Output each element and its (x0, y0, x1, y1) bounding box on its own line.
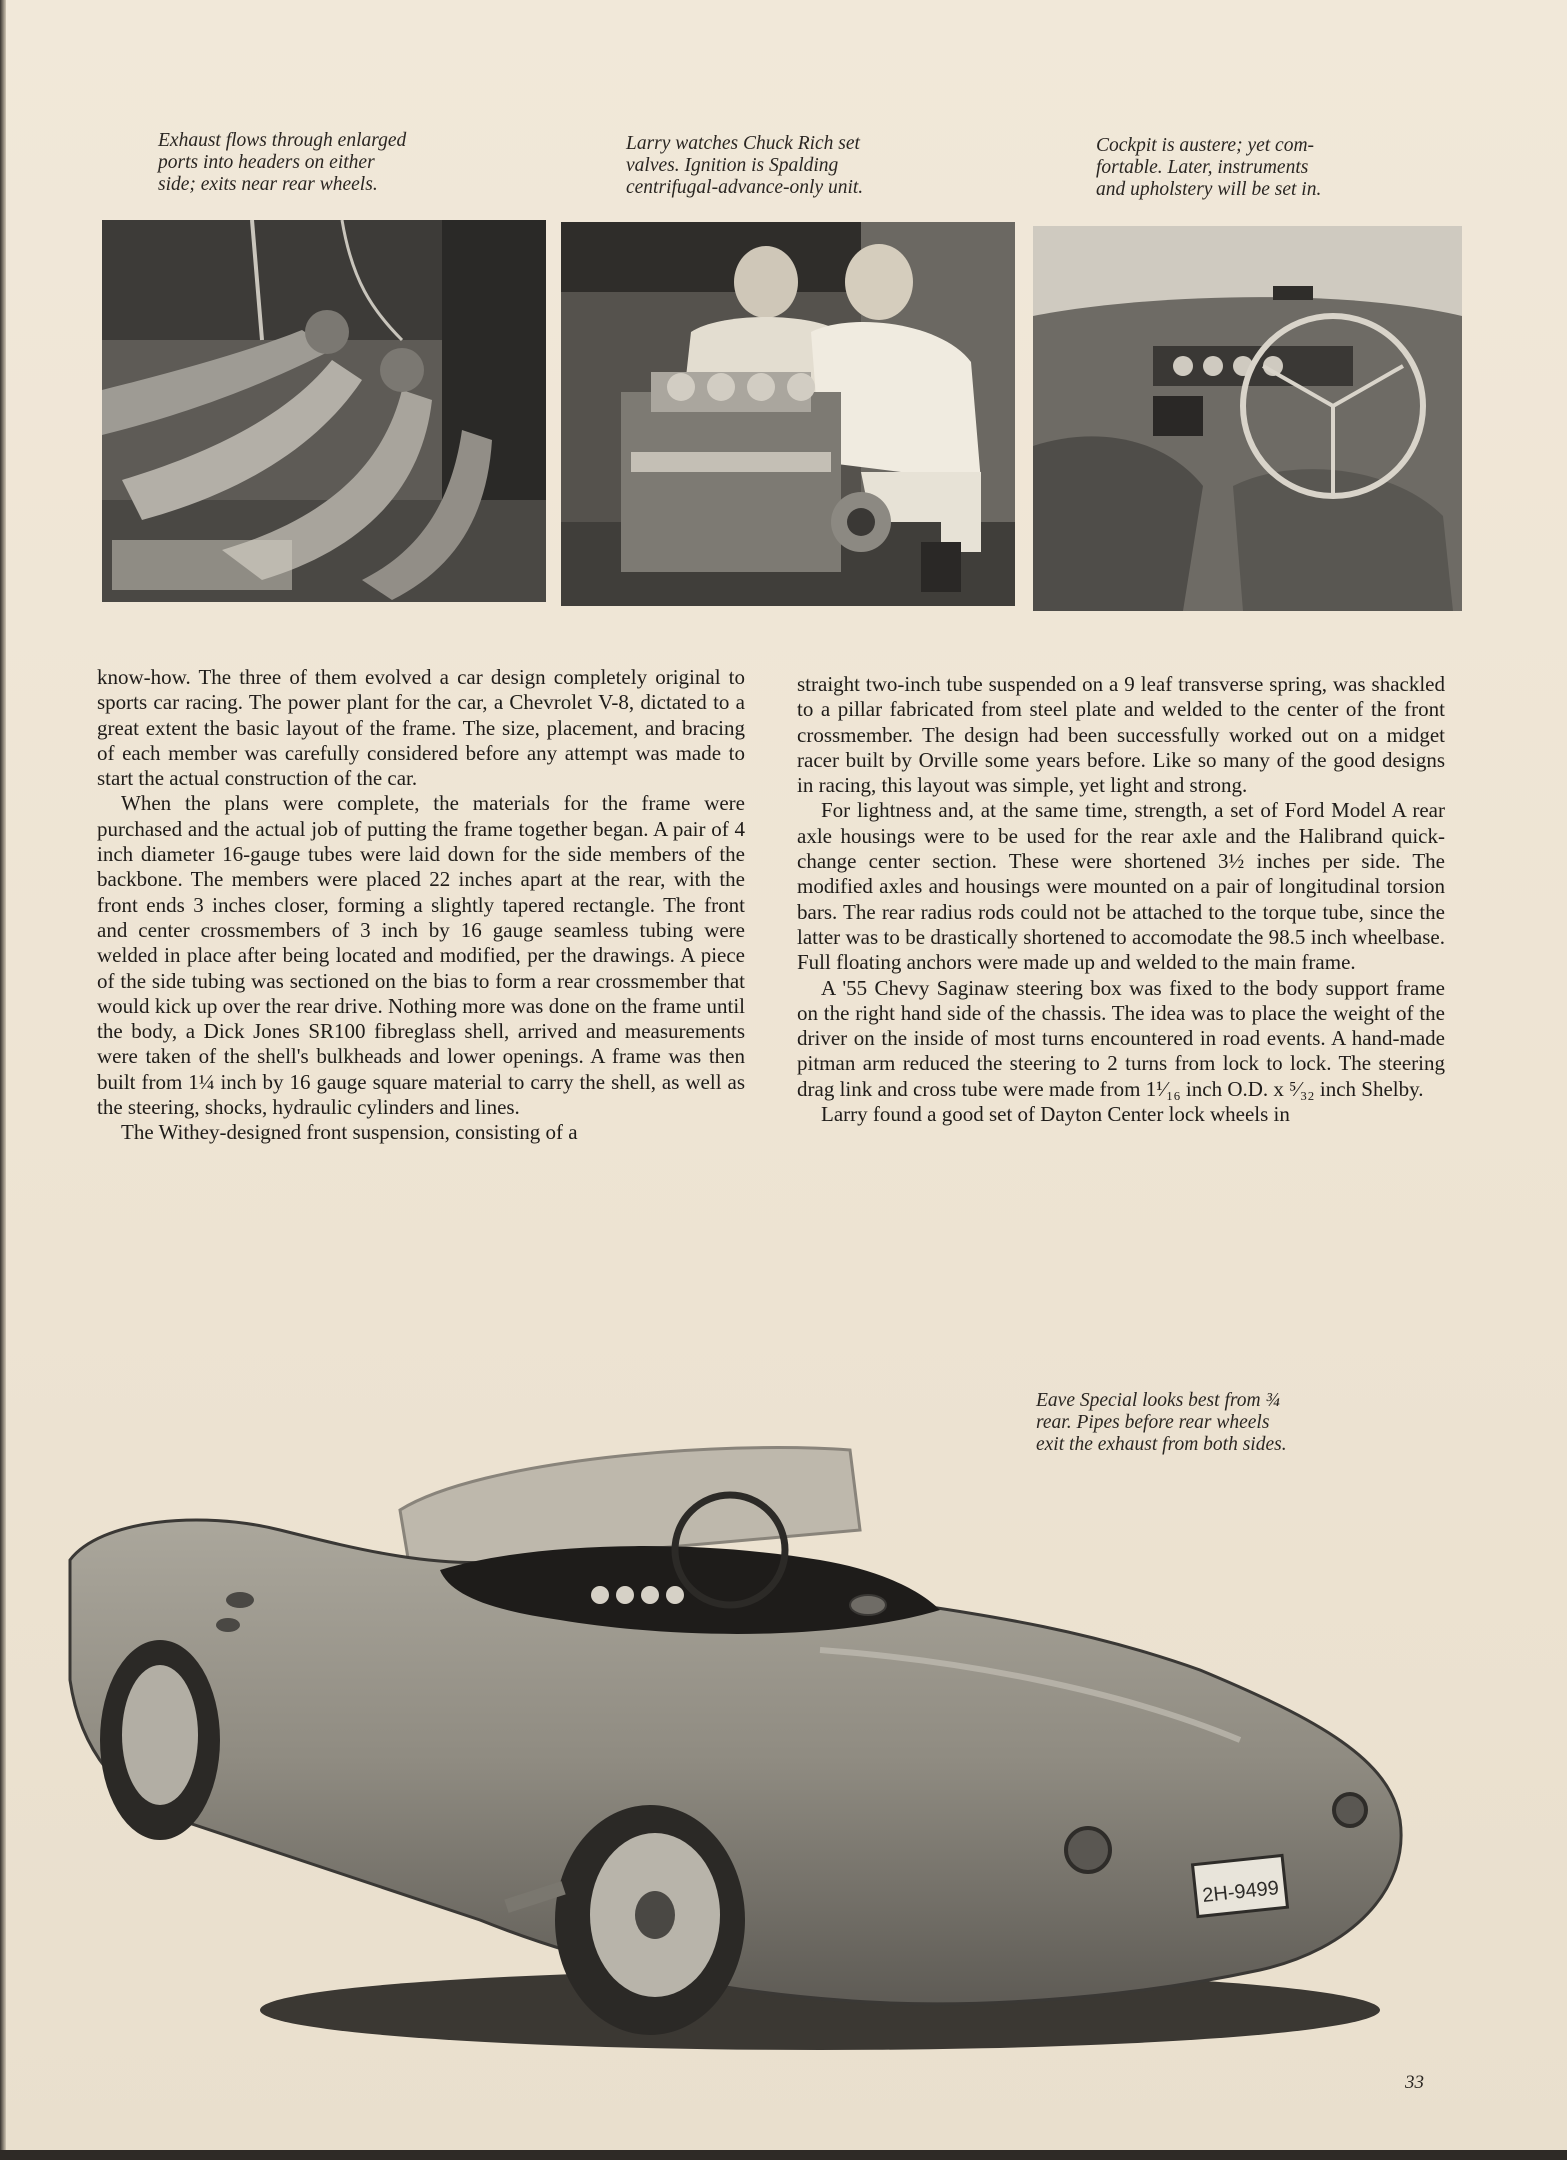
valve-setting-photo (561, 222, 1015, 606)
cockpit-photo (1033, 226, 1462, 611)
article-paragraph: know-how. The three of them evolved a car design completely original to sports car racing. The power plant for the car, a Chevrolet V-8, dictated to a great extent the basic layout of the frame. The size, placement, and bracing of each member was carefully considered before any attempt was made to start the actual construction of the car. (97, 665, 745, 791)
article-right-column (797, 672, 1445, 1127)
page-number: 33 (1405, 2072, 1424, 2093)
article-paragraph: straight two-inch tube suspended on a 9 leaf transverse spring, was shackled to a pillar fabricated from steel plate and welded to the center of the front crossmember. The design had been successfully worked out on a midget racer built by Orville some years before. Like so many of the good designs in racing, this layout was simple, yet light and strong. (797, 672, 1445, 798)
article-paragraph: A '55 Chevy Saginaw steering box was fixed to the body support frame on the right hand side of the chassis. The idea was to place the weight of the driver on the inside of most turns encountered in road events. A hand-made pitman arm reduced the steering to 2 turns from lock to lock. The steering drag link and cross tube were made from 1¹⁄₁₆ inch O.D. x ⁵⁄₃₂ inch Shelby. (797, 975, 1445, 1101)
caption-valves-photo: Larry watches Chuck Rich set valves. Ignition is Spalding centrifugal-advance-only unit. (626, 133, 864, 198)
eave-special-car-photo (60, 1420, 1460, 2060)
article-paragraph: Larry found a good set of Dayton Center lock wheels in (821, 1102, 1290, 1127)
caption-car-photo: Eave Special looks best from ¾ rear. Pipes before rear wheels exit the exhaust from both sides. (1036, 1390, 1287, 1455)
page-bottom-edge (0, 2150, 1567, 2160)
caption-exhaust-photo: Exhaust flows through enlarged ports into headers on either side; exits near rear wheels. (158, 130, 407, 195)
article-paragraph: The Withey-designed front suspension, consisting of a (121, 1120, 578, 1145)
article-paragraph: When the plans were complete, the materials for the frame were purchased and the actual job of putting the frame together began. A pair of 4 inch diameter 16-gauge tubes were laid down for the side members of the backbone. The members were placed 22 inches apart at the rear, with the front ends 3 inches closer, forming a slightly tapered rectangle. The front and center crossmembers of 3 inch by 16 gauge seamless tubing were welded in place after being located and modified, per the drawings. A piece of the side tubing was sectioned on the bias to form a rear crossmember that would kick up over the rear drive. Nothing more was done on the frame until the body, a Dick Jones SR100 fibreglass shell, arrived and measurements were taken of the shell's bulkheads and lower openings. A frame was then built from 1¼ inch by 16 gauge square material to carry the shell, as well as the steering, shocks, hydraulic cylinders and lines. (97, 791, 745, 1120)
page-left-edge (0, 0, 6, 2160)
license-plate-text: 2H-9499 (1201, 1877, 1280, 1907)
article-paragraph: For lightness and, at the same time, strength, a set of Ford Model A rear axle housings were to be used for the rear axle and the Halibrand quick-change center section. These were shortened 3½ inches per side. The modified axles and housings were mounted on a pair of longitudinal torsion bars. The rear radius rods could not be attached to the torque tube, since the latter was to be drastically shortened to accomodate the 98.5 inch wheelbase. Full floating anchors were made up and welded to the main frame. (797, 798, 1445, 975)
exhaust-headers-photo (102, 220, 546, 602)
caption-cockpit-photo: Cockpit is austere; yet com- fortable. Later, instruments and upholstery will be set in. (1096, 135, 1322, 200)
article-left-column (97, 665, 745, 1146)
